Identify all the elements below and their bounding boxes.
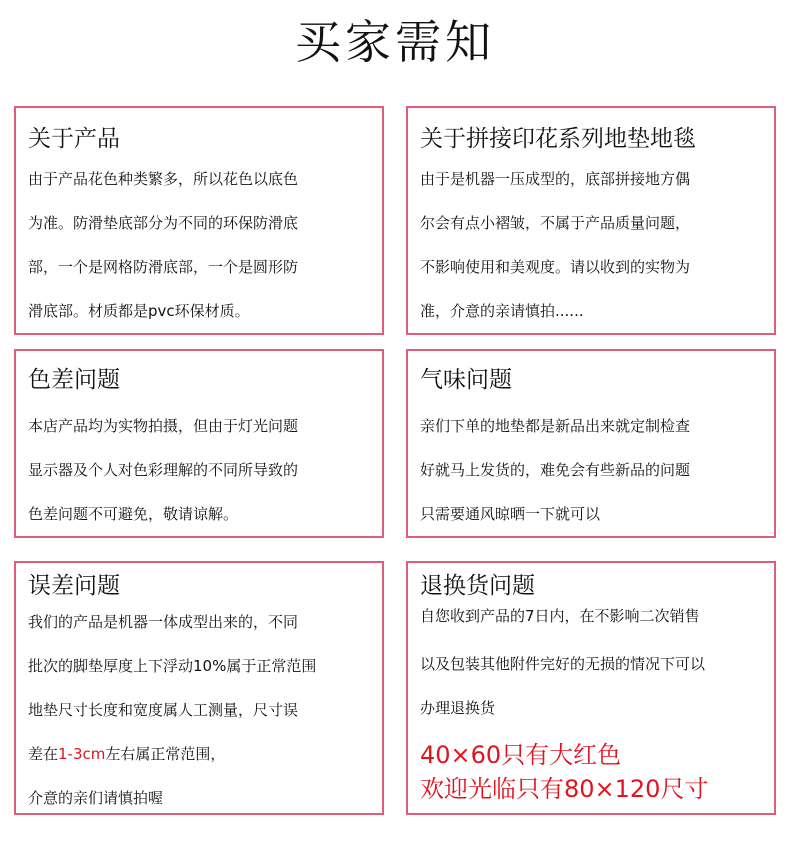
size-note: 欢迎光临只有80×120尺寸 xyxy=(420,775,709,803)
text-line: 滑底部。材质都是pvc环保材质。 xyxy=(28,302,250,320)
splice-section xyxy=(406,106,776,335)
section-heading: 关于产品 xyxy=(28,126,120,152)
text-line: 好就马上发货的，难免会有些新品的问题 xyxy=(420,461,691,479)
size-note: 40×60只有大红色 xyxy=(420,741,622,769)
text-line: 办理退换货 xyxy=(420,699,496,717)
text-line: 地垫尺寸长度和宽度属人工测量，尺寸误 xyxy=(28,701,299,719)
text-line: 部，一个是网格防滑底部，一个是圆形防 xyxy=(28,258,299,276)
text-suffix: 左右属正常范围， xyxy=(105,745,226,763)
text-line: 准，介意的亲请慎拍...... xyxy=(420,302,584,320)
section-heading: 误差问题 xyxy=(28,573,120,599)
text-line: 由于产品花色种类繁多，所以花色以底色 xyxy=(28,170,299,188)
text-line: 自您收到产品的7日内，在不影响二次销售 xyxy=(420,607,700,625)
text-line: 色差问题不可避免，敬请谅解。 xyxy=(28,505,239,523)
text-line: 批次的脚垫厚度上下浮动10%属于正常范围 xyxy=(28,657,317,675)
text-line: 由于是机器一压成型的，底部拼接地方偶 xyxy=(420,170,691,188)
text-line: 我们的产品是机器一体成型出来的，不同 xyxy=(28,613,299,631)
section-heading: 色差问题 xyxy=(28,367,120,393)
text-line: 尔会有点小褶皱，不属于产品质量问题， xyxy=(420,214,691,232)
color-section xyxy=(14,349,384,538)
section-heading: 退换货问题 xyxy=(420,573,535,599)
error-section xyxy=(14,561,384,815)
text-line: 亲们下单的地垫都是新品出来就定制检查 xyxy=(420,417,691,435)
text-line: 只需要通风晾晒一下就可以 xyxy=(420,505,601,523)
section-heading: 气味问题 xyxy=(420,367,512,393)
section-heading: 关于拼接印花系列地垫地毯 xyxy=(420,126,696,152)
text-line-tolerance xyxy=(28,743,225,764)
text-line: 以及包装其他附件完好的无损的情况下可以 xyxy=(420,655,706,673)
tolerance-highlight: 1-3cm xyxy=(58,745,106,763)
smell-section xyxy=(406,349,776,538)
text-prefix: 差在 xyxy=(28,745,59,763)
text-line: 介意的亲们请慎拍喔 xyxy=(28,789,164,807)
product-section xyxy=(14,106,384,335)
text-line: 本店产品均为实物拍摄，但由于灯光问题 xyxy=(28,417,299,435)
text-line: 不影响使用和美观度。请以收到的实物为 xyxy=(420,258,691,276)
returns-section xyxy=(406,561,776,815)
text-line: 显示器及个人对色彩理解的不同所导致的 xyxy=(28,461,299,479)
page-title: 买家需知 xyxy=(295,15,495,69)
text-line: 为准。防滑垫底部分为不同的环保防滑底 xyxy=(28,214,299,232)
